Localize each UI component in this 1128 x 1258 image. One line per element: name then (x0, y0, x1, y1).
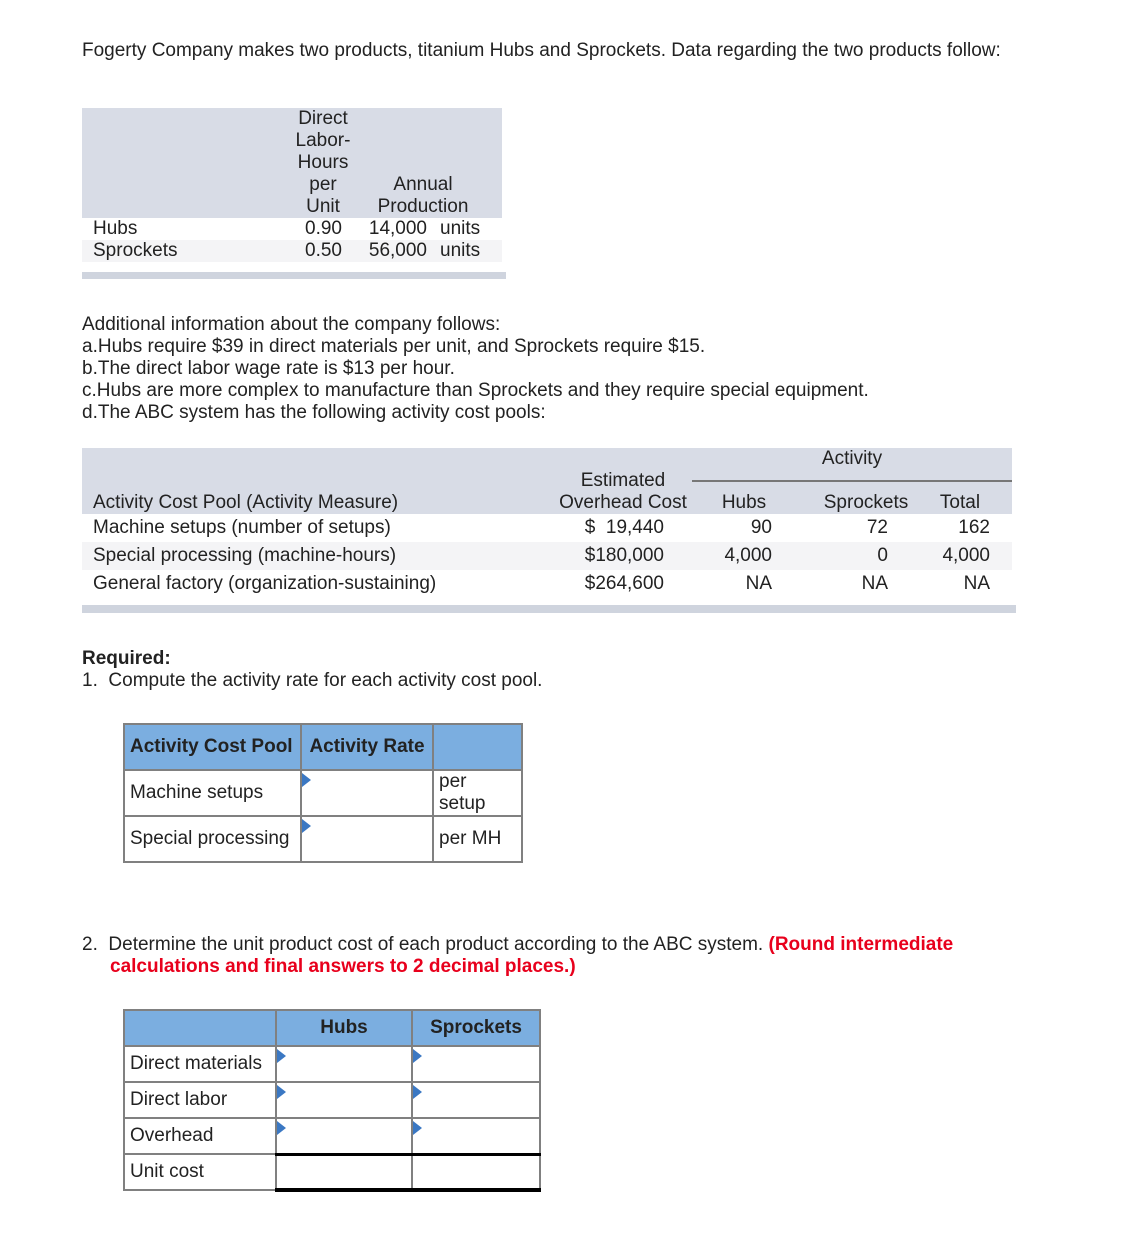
unit-label: per MH (433, 816, 522, 862)
row-label: Direct materials (124, 1046, 276, 1082)
overhead-cost: $264,600 (584, 573, 664, 594)
header-line: Labor- (295, 130, 351, 151)
hubs-activity: 90 (750, 517, 772, 538)
question-text: Determine the unit product cost of each product according to the ABC system. (108, 934, 764, 955)
header-line: Hours (297, 152, 349, 173)
item-text: The direct labor wage rate is $13 per hour. (97, 358, 455, 379)
activity-rate-table (123, 723, 523, 863)
unit-label: units (440, 218, 481, 239)
info-item (82, 402, 869, 424)
rate-input[interactable] (307, 831, 431, 848)
table-row (124, 1082, 540, 1118)
sprockets-cost-input[interactable] (418, 1128, 538, 1145)
header-dlh (282, 108, 364, 218)
rate-input[interactable] (307, 785, 431, 802)
info-item (82, 358, 869, 380)
additional-lead: Additional information about the company follows: (82, 314, 501, 335)
header-overhead (552, 470, 694, 514)
item-marker: d. (82, 402, 98, 423)
sprockets-cost-input[interactable] (418, 1164, 538, 1181)
sprockets-activity: NA (861, 573, 888, 594)
item-text: Hubs require $39 in direct materials per unit, and Sprockets require $15. (97, 336, 706, 357)
hubs-input-cell[interactable] (276, 1046, 412, 1082)
input-marker-icon (302, 773, 311, 787)
pool-name: Special processing (machine-hours) (93, 545, 397, 566)
sprockets-input-cell[interactable] (412, 1082, 540, 1118)
total-activity: 4,000 (942, 545, 990, 566)
rate-input-machine-setups[interactable] (301, 770, 433, 816)
row-label: Direct labor (124, 1082, 276, 1118)
hubs-input-cell[interactable] (276, 1082, 412, 1118)
question-1 (82, 670, 542, 692)
hubs-input-cell[interactable] (276, 1118, 412, 1154)
input-marker-icon (413, 1121, 422, 1135)
sprockets-input-cell[interactable] (412, 1046, 540, 1082)
activity-group-header: Activity (821, 448, 883, 469)
pool-label: Special processing (124, 816, 301, 862)
input-marker-icon (277, 1049, 286, 1063)
hubs-cost-input[interactable] (282, 1092, 410, 1109)
pool-name: General factory (organization-sustaining) (93, 573, 437, 594)
table-row (124, 1046, 540, 1082)
required-heading: Required: (82, 648, 171, 669)
sprockets-input-cell[interactable] (412, 1118, 540, 1154)
product-name: Hubs (93, 218, 138, 239)
header-hubs: Hubs (721, 492, 767, 513)
production-value: 14,000 (368, 218, 427, 239)
hubs-activity: NA (745, 573, 772, 594)
sprockets-cost-input[interactable] (418, 1092, 538, 1109)
rounding-note: (Round intermediate calculations and final answers to 2 decimal places.) (110, 934, 954, 977)
header-sprockets: Sprockets (823, 492, 909, 513)
sprockets-activity: 72 (866, 517, 888, 538)
header-total: Total (939, 492, 981, 513)
question-2 (82, 934, 1012, 978)
product-name: Sprockets (93, 240, 178, 261)
item-marker: a. (82, 336, 98, 357)
header-line: Production (377, 196, 469, 217)
hubs-cost-input[interactable] (282, 1164, 410, 1181)
header-line: per (309, 174, 337, 195)
row-label: Overhead (124, 1118, 276, 1154)
table-footer-bar (82, 272, 506, 279)
overhead-cost: $180,000 (584, 545, 664, 566)
sprockets-input-cell[interactable] (412, 1154, 540, 1190)
info-item (82, 380, 869, 402)
item-marker: b. (82, 358, 98, 379)
input-marker-icon (277, 1121, 286, 1135)
item-marker: c. (82, 380, 97, 401)
header-line: Estimated (580, 470, 666, 491)
unit-cost-table (123, 1009, 541, 1192)
question-number: 1. (82, 670, 98, 691)
table-row (124, 1154, 540, 1190)
unit-label: units (440, 240, 481, 261)
production-value: 56,000 (368, 240, 427, 261)
hubs-activity: 4,000 (724, 545, 772, 566)
hubs-input-cell[interactable] (276, 1154, 412, 1190)
hubs-cost-input[interactable] (282, 1056, 410, 1073)
pool-label: Machine setups (124, 770, 301, 816)
dlh-value: 0.50 (305, 240, 342, 261)
item-text: Hubs are more complex to manufacture than Sprockets and they require special equipment. (96, 380, 869, 401)
header-pool: Activity Cost Pool (Activity Measure) (93, 492, 399, 513)
header-production (362, 174, 484, 218)
input-marker-icon (277, 1085, 286, 1099)
table-row (124, 1118, 540, 1154)
table-footer-bar (82, 605, 1016, 613)
intro-text: Fogerty Company makes two products, titanium Hubs and Sprockets. Data regarding the two products follow: (82, 40, 1001, 61)
rate-input-special-processing[interactable] (301, 816, 433, 862)
overhead-cost: $ 19,440 (584, 517, 664, 538)
item-text: The ABC system has the following activity cost pools: (97, 402, 546, 423)
header-blank (124, 1010, 276, 1046)
total-activity: NA (963, 573, 990, 594)
header-line: Annual (393, 174, 453, 195)
input-marker-icon (413, 1085, 422, 1099)
row-label: Unit cost (124, 1154, 276, 1190)
input-marker-icon (413, 1049, 422, 1063)
question-text: Compute the activity rate for each activity cost pool. (108, 670, 543, 691)
header-sprockets: Sprockets (412, 1010, 540, 1046)
product-row-hubs (93, 218, 137, 240)
dlh-value: 0.90 (305, 218, 342, 239)
pool-name: Machine setups (number of setups) (93, 517, 391, 538)
hubs-cost-input[interactable] (282, 1128, 410, 1145)
info-item (82, 336, 869, 358)
header-line: Overhead Cost (559, 492, 687, 513)
input-marker-icon (302, 819, 311, 833)
header-activity-rate: Activity Rate (301, 724, 433, 770)
header-hubs: Hubs (276, 1010, 412, 1046)
header-blank (433, 724, 522, 770)
total-activity: 162 (958, 517, 990, 538)
activity-rule (692, 480, 1012, 482)
header-activity-cost-pool: Activity Cost Pool (124, 724, 301, 770)
sprockets-activity: 0 (877, 545, 888, 566)
sprockets-cost-input[interactable] (418, 1056, 538, 1073)
header-line: Direct (298, 108, 348, 129)
additional-info (82, 314, 869, 424)
question-number: 2. (82, 934, 98, 955)
header-line: Unit (306, 196, 340, 217)
unit-label: per setup (433, 770, 522, 816)
